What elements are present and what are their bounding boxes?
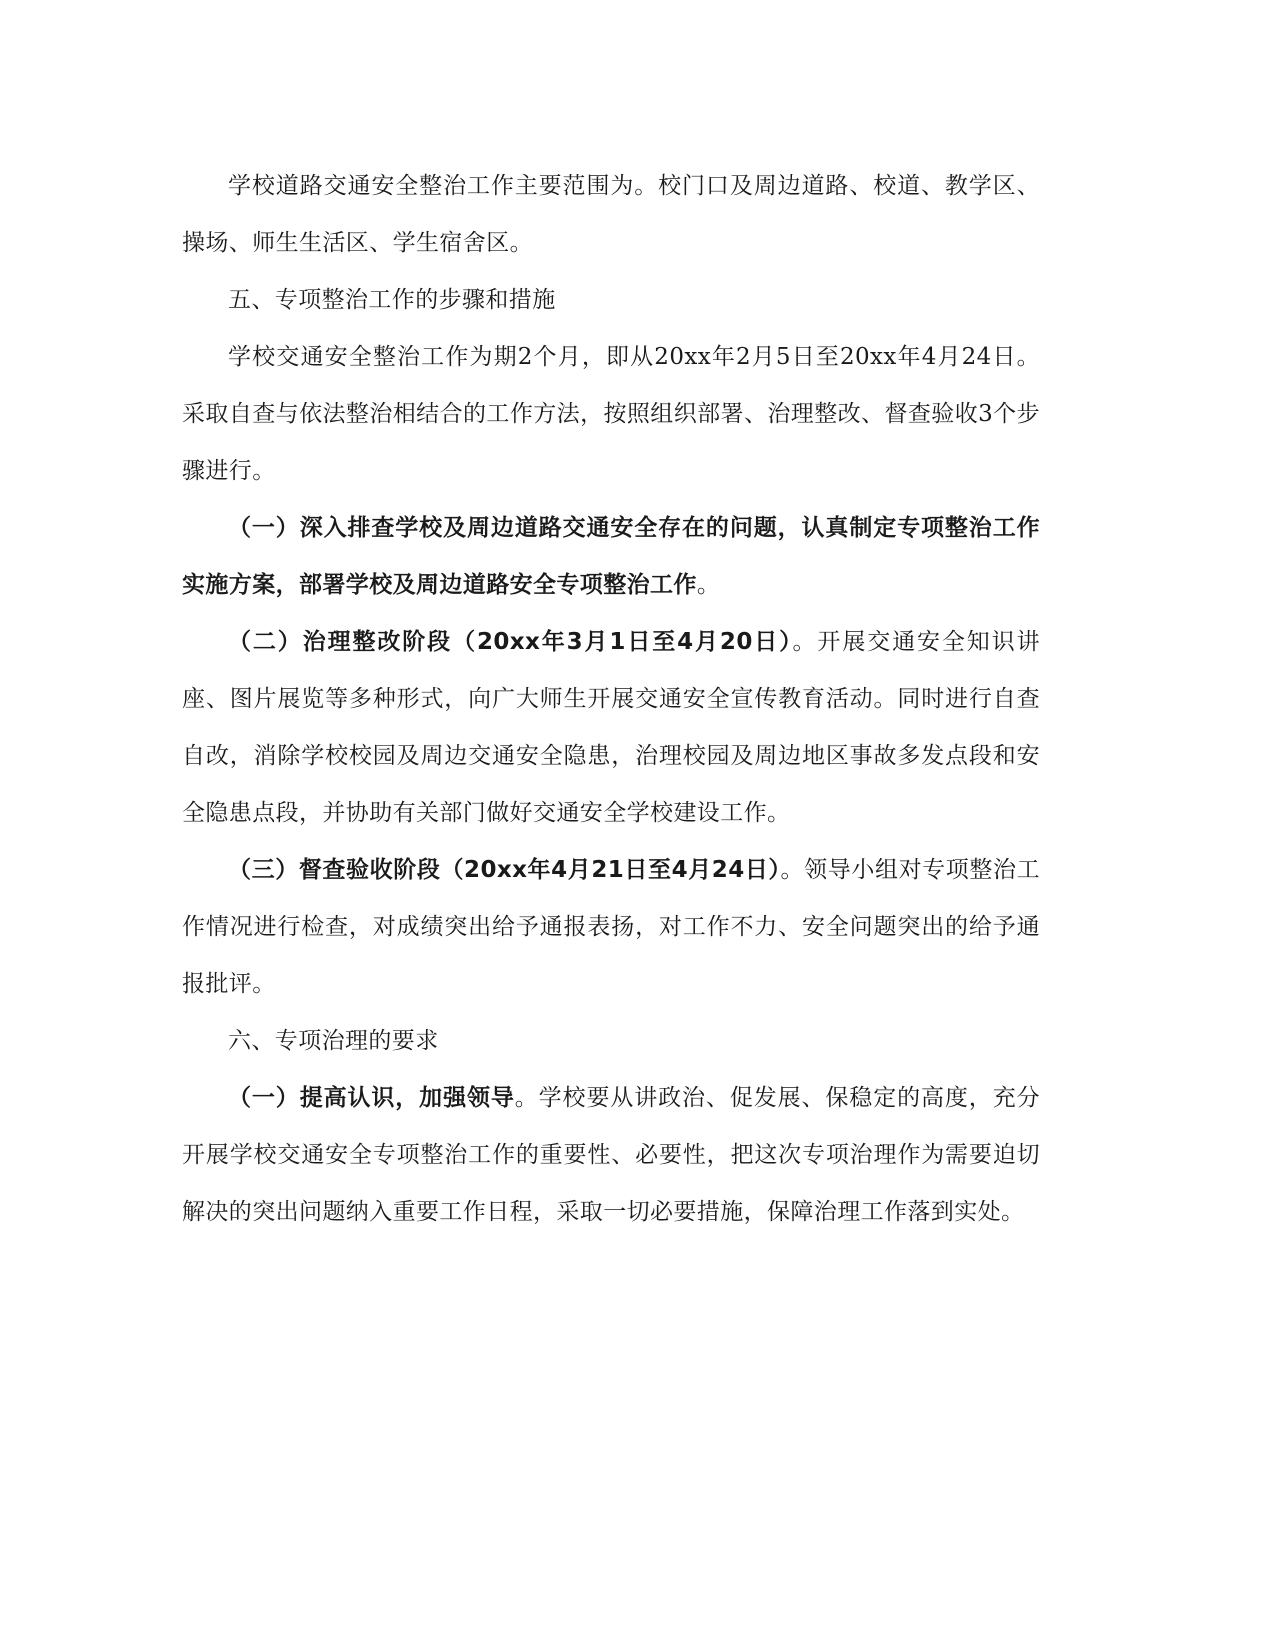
paragraph-duration [182,329,1040,500]
heading-section-five [182,272,1040,329]
paragraph-bold-lead: （二）治理整改阶段（20xx年3月1日至4月20日） [228,629,793,655]
heading-section-six [182,1013,1040,1070]
paragraph-step-one [182,500,1040,614]
heading-text: 五、专项整治工作的步骤和措施 [228,287,556,313]
paragraph-text: 。领导小组对专项整治工作情况进行检查，对成绩突出给予通报表扬，对工作不力、安全问题突出的给予通报批评。 [182,857,1041,997]
heading-text: 六、专项治理的要求 [228,1028,439,1054]
paragraph-bold-lead: （一）提高认识，加强领导 [228,1085,515,1111]
document-body [182,158,1040,1241]
paragraph-requirement-one [182,1070,1040,1241]
paragraph-bold-lead: （三）督查验收阶段（20xx年4月21日至4月24日） [228,857,781,883]
paragraph-bold-lead: （一）深入排查学校及周边道路交通安全存在的问题，认真制定专项整治工作实施方案，部署学校及周边道路安全专项整治工作 [182,515,1040,598]
paragraph-step-three [182,842,1040,1013]
paragraph-step-two [182,614,1040,842]
paragraph-text: 学校道路交通安全整治工作主要范围为。校门口及周边道路、校道、教学区、操场、师生生活区、学生宿舍区。 [182,173,1040,256]
paragraph-text: 。学校要从讲政治、促发展、保稳定的高度，充分开展学校交通安全专项整治工作的重要性、必要性，把这次专项治理作为需要迫切解决的突出问题纳入重要工作日程，采取一切必要措施，保障治理工作落到实处。 [182,1085,1040,1225]
paragraph-text: 学校交通安全整治工作为期2个月，即从20xx年2月5日至20xx年4月24日。采取自查与依法整治相结合的工作方法，按照组织部署、治理整改、督查验收3个步骤进行。 [182,344,1040,484]
paragraph-text: 。 [696,572,721,598]
paragraph-text: 。开展交通安全知识讲座、图片展览等多种形式，向广大师生开展交通安全宣传教育活动。同时进行自查自改，消除学校校园及周边交通安全隐患，治理校园及周边地区事故多发点段和安全隐患点段，并协助有关部门做好交通安全学校建设工作。 [182,629,1040,826]
paragraph-scope [182,158,1040,272]
